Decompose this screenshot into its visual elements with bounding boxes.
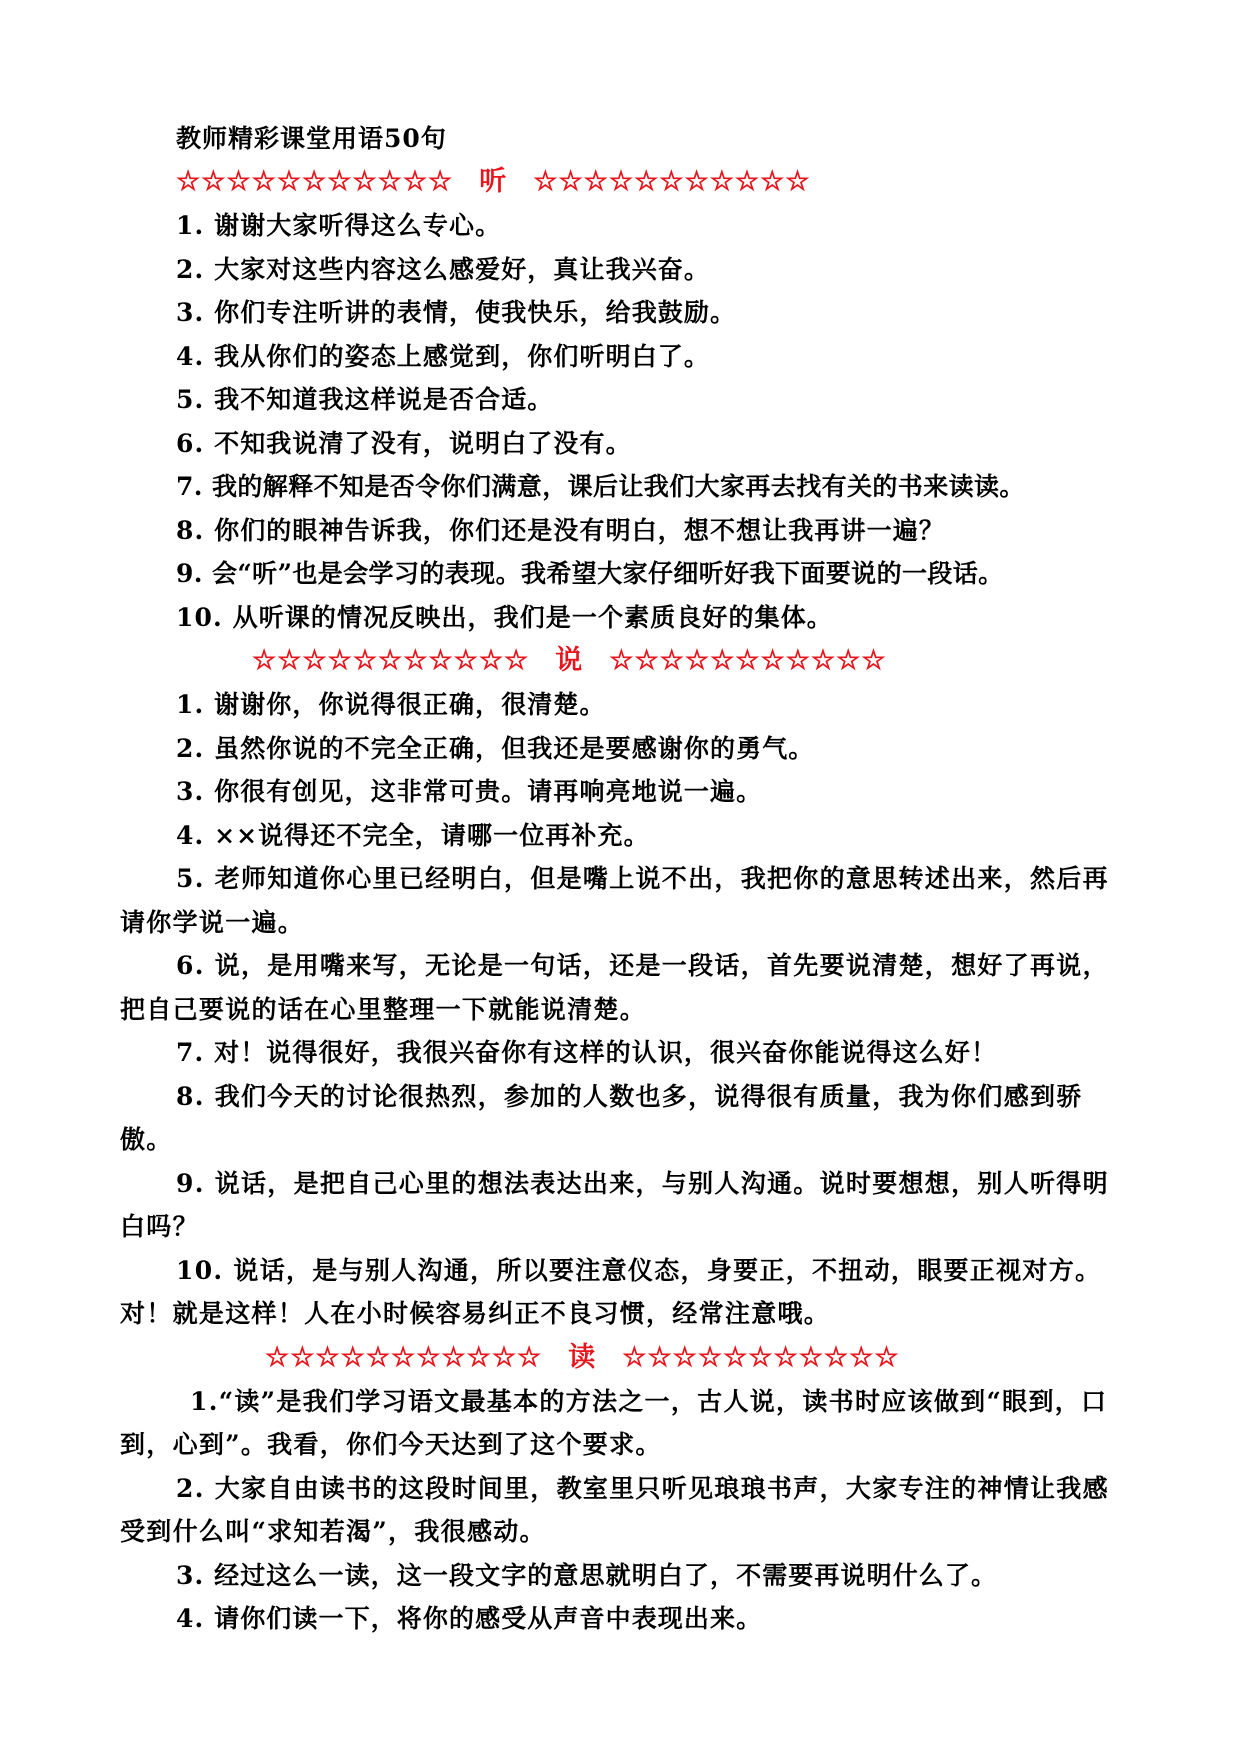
star-divider-right: ☆☆☆☆☆☆☆☆☆☆☆ [622,1341,900,1373]
list-item: 4. ××说得还不完全，请哪一位再补充。 [176,820,650,850]
list-item: 2. 大家自由读书的这段时间里，教室里只听见琅琅书声，大家专注的神情让我感受到什么叫“求知若渴”，我很感动。 [120,1473,1109,1546]
list-item: 9. 说话，是把自己心里的想法表达出来，与别人沟通。说时要想想，别人听得明白吗？ [120,1168,1109,1241]
list-item: 2. 大家对这些内容这么感爱好，真让我兴奋。 [176,254,711,284]
section-header-listen [176,160,1130,204]
list-item: 3. 经过这么一读，这一段文字的意思就明白了，不需要再说明什么了。 [176,1560,998,1590]
list-item: 6. 不知我说清了没有，说明白了没有。 [176,428,632,458]
list-item: 8. 我们今天的讨论很热烈，参加的人数也多，说得很有质量，我为你们感到骄傲。 [120,1081,1083,1154]
list-item: 1. 谢谢大家听得这么专心。 [176,211,502,240]
list-item: 7. 我的解释不知是否令你们满意，课后让我们大家再去找有关的书来读读。 [176,472,1025,501]
list-item: 3. 你们专注听讲的表情，使我快乐，给我鼓励。 [176,298,737,327]
list-item: 10. 从听课的情况反映出，我们是一个素质良好的集体。 [176,602,833,632]
document-page [120,118,1130,1641]
section-label-speak: 说 [555,645,584,676]
section-header-speak [252,639,1130,683]
list-item: 1.“读”是我们学习语文最基本的方法之一，古人说，读书时应该做到“眼到，口到，心到”。我看，你们今天达到了这个要求。 [120,1386,1108,1459]
list-item: 10. 说话，是与别人沟通，所以要注意仪态，身要正，不扭动，眼要正视对方。对！就是这样！人在小时候容易纠正不良习惯，经常注意哦。 [120,1255,1102,1328]
list-item: 5. 老师知道你心里已经明白，但是嘴上说不出，我把你的意思转述出来，然后再请你学说一遍。 [120,864,1109,937]
list-item: 2. 虽然你说的不完全正确，但我还是要感谢你的勇气。 [176,733,815,763]
document-title: 教师精彩课堂用语50句 [176,124,447,153]
section-label-read: 读 [568,1341,597,1373]
star-divider-left: ☆☆☆☆☆☆☆☆☆☆☆ [265,1341,543,1373]
section-label-listen: 听 [479,166,508,197]
list-item: 5. 我不知道我这样说是否合适。 [176,385,554,414]
star-divider-right: ☆☆☆☆☆☆☆☆☆☆☆ [533,166,811,197]
star-divider-left: ☆☆☆☆☆☆☆☆☆☆☆ [176,166,454,197]
list-item: 1. 谢谢你，你说得很正确，很清楚。 [176,690,606,719]
list-item: 4. 请你们读一下，将你的感受从声音中表现出来。 [176,1604,763,1633]
star-divider-right: ☆☆☆☆☆☆☆☆☆☆☆ [609,645,887,676]
section-header-read [265,1336,1130,1380]
list-item: 6. 说，是用嘴来写，无论是一句话，还是一段话，首先要说清楚，想好了再说，把自己要说的话在心里整理一下就能说清楚。 [120,951,1109,1024]
list-item: 8. 你们的眼神告诉我，你们还是没有明白，想不想让我再讲一遍？ [176,515,945,545]
list-item: 4. 我从你们的姿态上感觉到，你们听明白了。 [176,341,711,371]
list-item: 7. 对！说得很好，我很兴奋你有这样的认识，很兴奋你能说得这么好！ [176,1038,998,1067]
list-item: 3. 你很有创见，这非常可贵。请再响亮地说一遍。 [176,777,763,806]
star-divider-left: ☆☆☆☆☆☆☆☆☆☆☆ [252,645,530,676]
list-item: 9. 会“听”也是会学习的表现。我希望大家仔细听好我下面要说的一段话。 [176,559,1004,588]
